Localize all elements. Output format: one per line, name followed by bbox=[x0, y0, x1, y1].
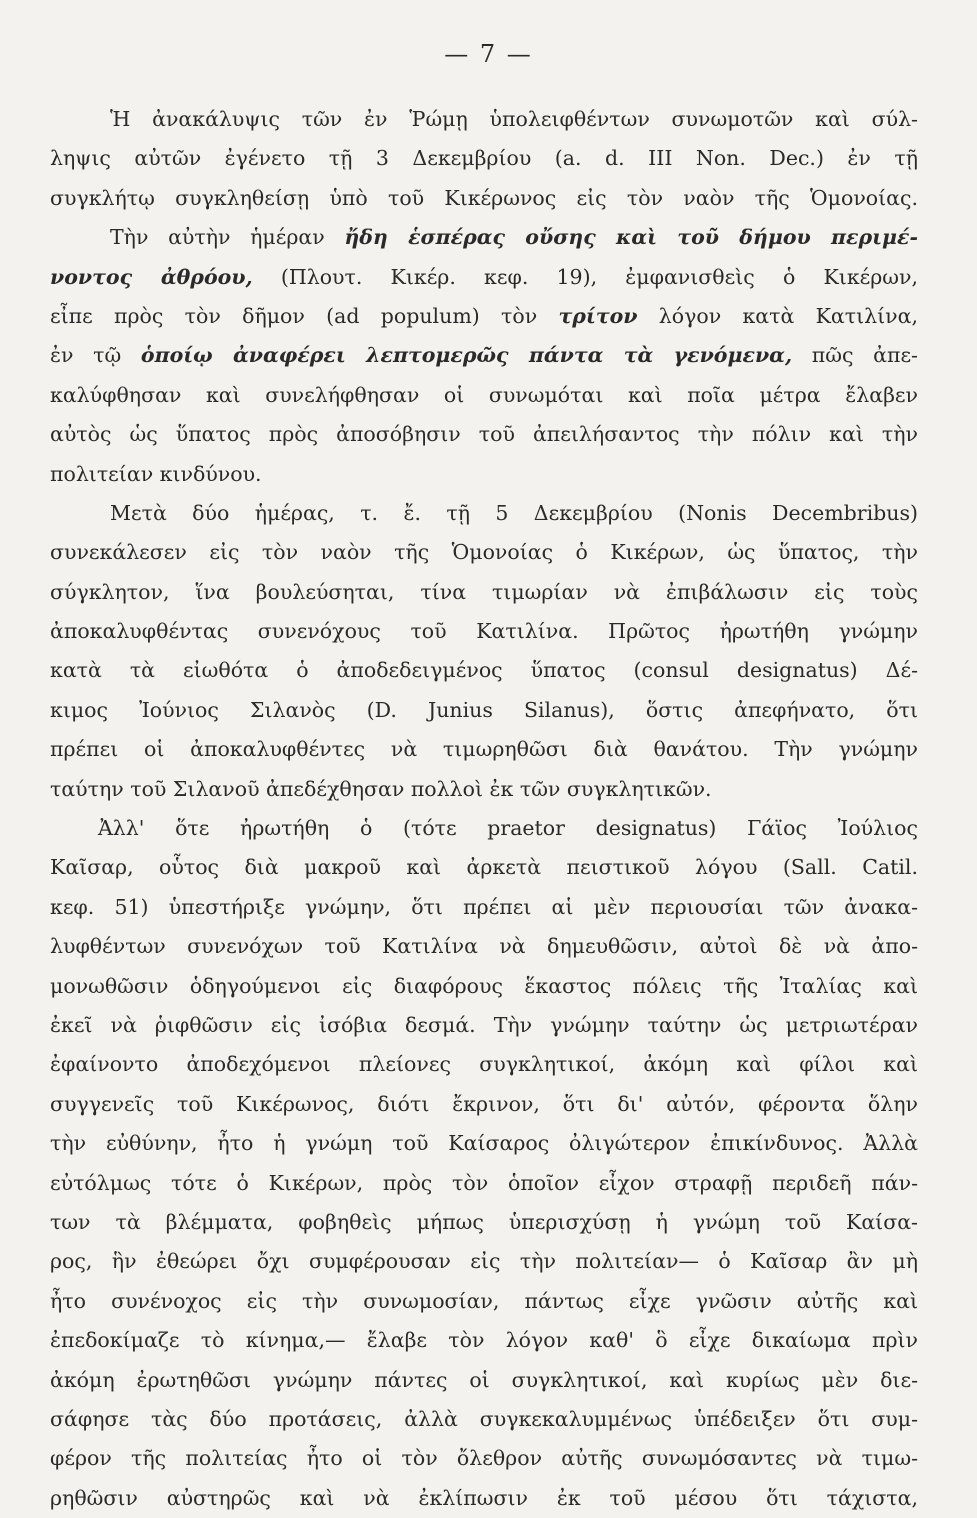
text-run: μονωθῶσιν ὁδηγούμενοι εἰς διαφόρους ἕκαστος πόλεις τῆς Ἰταλίας καὶ bbox=[50, 973, 918, 998]
text-run: Ἀλλ' ὅτε ἠρωτήθη ὁ (τότε praetor designatus) Γάϊος Ἰούλιος bbox=[98, 816, 918, 841]
text-line bbox=[50, 651, 918, 690]
text-run: ταύτην τοῦ Σιλανοῦ ἀπεδέχθησαν πολλοὶ ἐκ τῶν συγκλητικῶν. bbox=[50, 776, 712, 801]
text-line bbox=[50, 1321, 918, 1360]
text-line bbox=[50, 336, 918, 375]
text-run: λόγον κατὰ Κατιλίνα, bbox=[637, 303, 918, 328]
text-line bbox=[50, 494, 918, 533]
text-run: σάφησε τὰς δύο προτάσεις, ἀλλὰ συγκεκαλυμμένως ὑπέδειξεν ὅτι συμ- bbox=[50, 1406, 918, 1431]
text-line bbox=[50, 415, 918, 454]
text-line bbox=[50, 612, 918, 651]
text-line bbox=[50, 1045, 918, 1084]
text-run: τὴν εὐθύνην, ἦτο ἡ γνώμη τοῦ Καίσαρος ὀλιγώτερον ἐπικίνδυνος. Ἀλλὰ bbox=[50, 1131, 918, 1156]
text-line bbox=[50, 770, 918, 809]
text-line bbox=[50, 1164, 918, 1203]
text-run: συγκλήτῳ συγκληθείσῃ ὑπὸ τοῦ Κικέρωνος εἰς τὸν ναὸν τῆς Ὁμονοίας. bbox=[50, 185, 918, 210]
text-run: Μετὰ δύο ἡμέρας, τ. ἔ. τῇ 5 Δεκεμβρίου (Nonis Decembribus) bbox=[110, 500, 918, 525]
text-line bbox=[50, 730, 918, 769]
text-run: ληψις αὐτῶν ἐγένετο τῇ 3 Δεκεμβρίου (a. d. III Non. Dec.) ἐν τῇ bbox=[50, 146, 918, 171]
text-line bbox=[50, 1400, 918, 1439]
text-run: ἐφαίνοντο ἀποδεχόμενοι πλείονες συγκλητικοί, ἀκόμη καὶ φίλοι καὶ bbox=[50, 1052, 918, 1077]
text-run: λυφθέντων συνενόχων τοῦ Κατιλίνα νὰ δημευθῶσιν, αὐτοὶ δὲ νὰ ἀπο- bbox=[50, 934, 918, 959]
emphasized-text: τρίτον bbox=[558, 303, 638, 328]
text-line bbox=[50, 1203, 918, 1242]
text-line bbox=[50, 1361, 918, 1400]
text-run: κιμος Ἰούνιος Σιλανὸς (D. Junius Silanus), ὅστις ἀπεφήνατο, ὅτι bbox=[50, 697, 918, 722]
text-run: συνεκάλεσεν εἰς τὸν ναὸν τῆς Ὁμονοίας ὁ Κικέρων, ὡς ὕπατος, τὴν bbox=[50, 540, 918, 565]
text-run: ἀκόμη ἐρωτηθῶσι γνώμην πάντες οἱ συγκλητικοί, καὶ κυρίως μὲν διε- bbox=[50, 1367, 918, 1392]
text-line bbox=[50, 1479, 918, 1518]
text-line bbox=[50, 1124, 918, 1163]
text-run: πῶς ἀπε- bbox=[792, 343, 918, 368]
text-line bbox=[50, 533, 918, 572]
text-run: των τὰ βλέμματα, φοβηθεὶς μήπως ὑπερισχύσῃ ἡ γνώμη τοῦ Καίσα- bbox=[50, 1209, 918, 1234]
text-run: πρέπει οἱ ἀποκαλυφθέντες νὰ τιμωρηθῶσι διὰ θανάτου. Τὴν γνώμην bbox=[50, 737, 918, 762]
text-run: αὐτὸς ὡς ὕπατος πρὸς ἀποσόβησιν τοῦ ἀπειλήσαντος τὴν πόλιν καὶ τὴν bbox=[50, 422, 918, 447]
text-run: ἦτο συνένοχος εἰς τὴν συνωμοσίαν, πάντως εἶχε γνῶσιν αὐτῆς καὶ bbox=[50, 1288, 918, 1313]
text-line bbox=[50, 1006, 918, 1045]
body-text bbox=[50, 100, 918, 1518]
text-line bbox=[50, 1242, 918, 1281]
text-run: φέρον τῆς πολιτείας ἦτο οἱ τὸν ὄλεθρον αὐτῆς συνωμόσαντες νὰ τιμω- bbox=[50, 1446, 918, 1471]
text-line bbox=[50, 297, 918, 336]
text-run: ἐπεδοκίμαζε τὸ κίνημα,— ἔλαβε τὸν λόγον καθ' ὃ εἶχε δικαίωμα πρὶν bbox=[50, 1328, 918, 1353]
text-run: Τὴν αὐτὴν ἡμέραν bbox=[110, 225, 345, 250]
text-line bbox=[50, 927, 918, 966]
text-line bbox=[50, 809, 918, 848]
text-line bbox=[50, 218, 918, 257]
page-number: — 7 — bbox=[444, 40, 533, 68]
text-line bbox=[50, 455, 918, 494]
text-run: ἐν τῷ bbox=[50, 343, 141, 368]
emphasized-text: ἤδη ἑσπέρας οὔσης καὶ τοῦ δήμου περιμέ- bbox=[344, 225, 918, 250]
text-run: πολιτείαν κινδύνου. bbox=[50, 461, 262, 486]
text-line bbox=[50, 179, 918, 218]
text-run: κατὰ τὰ εἰωθότα ὁ ἀποδεδειγμένος ὕπατος (consul designatus) Δέ- bbox=[50, 658, 918, 683]
text-line bbox=[50, 139, 918, 178]
text-line bbox=[50, 848, 918, 887]
text-run: καλύφθησαν καὶ συνελήφθησαν οἱ συνωμόται καὶ ποῖα μέτρα ἔλαβεν bbox=[50, 382, 918, 407]
text-line bbox=[50, 573, 918, 612]
emphasized-text: νοντος ἀθρόου, bbox=[50, 264, 253, 289]
text-run: συγγενεῖς τοῦ Κικέρωνος, διότι ἔκρινον, ὅτι δι' αὐτόν, φέροντα ὅλην bbox=[50, 1091, 918, 1116]
text-line bbox=[50, 376, 918, 415]
emphasized-text: ὁποίῳ ἀναφέρει λεπτομερῶς πάντα τὰ γενόμενα, bbox=[140, 343, 793, 368]
text-run: εἶπε πρὸς τὸν δῆμον (ad populum) τὸν bbox=[50, 303, 559, 328]
text-line bbox=[50, 100, 918, 139]
text-run: Ἡ ἀνακάλυψις τῶν ἐν Ῥώμῃ ὑπολειφθέντων συνωμοτῶν καὶ σύλ- bbox=[110, 107, 918, 131]
text-run: ρηθῶσιν αὐστηρῶς καὶ νὰ ἐκλίπωσιν ἐκ τοῦ μέσου ὅτι τάχιστα, bbox=[50, 1485, 918, 1510]
text-line bbox=[50, 1282, 918, 1321]
text-line bbox=[50, 691, 918, 730]
text-line bbox=[50, 888, 918, 927]
text-run: ἀποκαλυφθέντας συνενόχους τοῦ Κατιλίνα. Πρῶτος ἠρωτήθη γνώμην bbox=[50, 619, 918, 644]
text-run: (Πλουτ. Κικέρ. κεφ. 19), ἐμφανισθεὶς ὁ Κικέρων, bbox=[252, 264, 918, 289]
text-run: ρος, ἣν ἐθεώρει ὄχι συμφέρουσαν εἰς τὴν πολιτείαν— ὁ Καῖσαρ ἂν μὴ bbox=[50, 1249, 918, 1274]
text-line bbox=[50, 1085, 918, 1124]
text-run: εὐτόλμως τότε ὁ Κικέρων, πρὸς τὸν ὁποῖον εἶχον στραφῇ περιδεῆ πάν- bbox=[50, 1170, 918, 1195]
text-line bbox=[50, 967, 918, 1006]
text-run: Καῖσαρ, οὗτος διὰ μακροῦ καὶ ἀρκετὰ πειστικοῦ λόγου (Sall. Catil. bbox=[50, 855, 918, 880]
text-run: ἐκεῖ νὰ ῥιφθῶσιν εἰς ἰσόβια δεσμά. Τὴν γνώμην ταύτην ὡς μετριωτέραν bbox=[50, 1012, 918, 1037]
text-run: κεφ. 51) ὑπεστήριξε γνώμην, ὅτι πρέπει αἱ μὲν περιουσίαι τῶν ἀνακα- bbox=[50, 894, 918, 919]
text-line bbox=[50, 1439, 918, 1478]
text-line bbox=[50, 258, 918, 297]
text-run: σύγκλητον, ἵνα βουλεύσηται, τίνα τιμωρίαν νὰ ἐπιβάλωσιν εἰς τοὺς bbox=[50, 579, 918, 604]
